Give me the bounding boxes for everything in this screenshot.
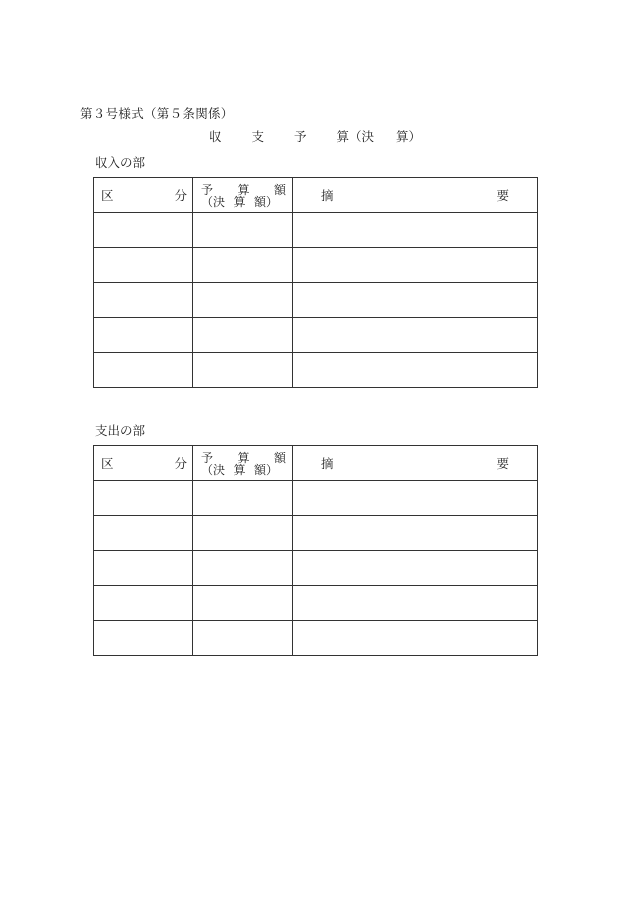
summary-header-char-2: 要: [496, 456, 509, 471]
summary-cell[interactable]: [293, 481, 538, 516]
amount-header-l2-2: 算: [233, 195, 246, 209]
summary-cell[interactable]: [293, 586, 538, 621]
summary-cell[interactable]: [293, 318, 538, 353]
title-char-2: 支: [251, 129, 264, 144]
amount-header-l1-2: 算: [237, 451, 250, 465]
amount-cell[interactable]: [193, 586, 293, 621]
table-row: [94, 586, 538, 621]
table-row: [94, 516, 538, 551]
category-cell[interactable]: [94, 318, 193, 353]
document-title: [0, 127, 630, 145]
amount-cell[interactable]: [193, 248, 293, 283]
amount-header-l1-2: 算: [237, 183, 250, 197]
summary-header-char-1: 摘: [321, 188, 334, 203]
summary-header: [293, 446, 538, 481]
category-header: [94, 446, 193, 481]
amount-header-l1-3: 額: [273, 451, 286, 465]
summary-cell[interactable]: [293, 283, 538, 318]
category-cell[interactable]: [94, 213, 193, 248]
amount-cell[interactable]: [193, 516, 293, 551]
summary-cell[interactable]: [293, 621, 538, 656]
category-cell[interactable]: [94, 481, 193, 516]
summary-cell[interactable]: [293, 353, 538, 388]
amount-header: [193, 446, 293, 481]
form-number: 第３号様式（第５条関係）: [80, 106, 234, 121]
title-char-3: 予: [293, 129, 307, 144]
category-cell[interactable]: [94, 551, 193, 586]
amount-cell[interactable]: [193, 551, 293, 586]
amount-header-l2-1: （決: [201, 463, 226, 477]
amount-header-l1-1: 予: [201, 183, 214, 197]
category-cell[interactable]: [94, 248, 193, 283]
amount-header-l2-3: 額）: [253, 195, 278, 209]
table-row: [94, 283, 538, 318]
summary-header: [293, 178, 538, 213]
category-header: [94, 178, 193, 213]
category-cell[interactable]: [94, 586, 193, 621]
summary-cell[interactable]: [293, 213, 538, 248]
income-table: [93, 177, 538, 388]
expenditure-section-label: 支出の部: [95, 423, 146, 438]
income-section-label: 収入の部: [95, 155, 146, 170]
table-row: [94, 551, 538, 586]
table-row: [94, 353, 538, 388]
amount-cell[interactable]: [193, 621, 293, 656]
amount-header-l2-3: 額）: [253, 463, 278, 477]
summary-cell[interactable]: [293, 551, 538, 586]
title-char-5: 算）: [395, 129, 421, 144]
expenditure-table-header: [94, 446, 538, 481]
income-table-header: [94, 178, 538, 213]
table-row: [94, 621, 538, 656]
amount-header-l1-1: 予: [201, 451, 214, 465]
category-header-char-1: 区: [101, 456, 114, 471]
expenditure-table: [93, 445, 538, 656]
amount-cell[interactable]: [193, 353, 293, 388]
title-char-4: 算（決: [336, 129, 374, 144]
category-cell[interactable]: [94, 621, 193, 656]
amount-header-l2-1: （決: [201, 195, 226, 209]
amount-header-l2-2: 算: [233, 463, 246, 477]
amount-cell[interactable]: [193, 283, 293, 318]
category-cell[interactable]: [94, 516, 193, 551]
amount-cell[interactable]: [193, 318, 293, 353]
category-header-char-2: 分: [174, 188, 187, 203]
table-row: [94, 248, 538, 283]
summary-header-char-2: 要: [496, 188, 509, 203]
table-row: [94, 481, 538, 516]
amount-cell[interactable]: [193, 213, 293, 248]
table-row: [94, 213, 538, 248]
amount-header: [193, 178, 293, 213]
summary-cell[interactable]: [293, 516, 538, 551]
title-char-1: 収: [208, 129, 222, 144]
amount-header-l1-3: 額: [273, 183, 286, 197]
category-header-char-2: 分: [174, 456, 187, 471]
category-cell[interactable]: [94, 283, 193, 318]
summary-header-char-1: 摘: [321, 456, 334, 471]
table-row: [94, 318, 538, 353]
category-header-char-1: 区: [101, 188, 114, 203]
summary-cell[interactable]: [293, 248, 538, 283]
amount-cell[interactable]: [193, 481, 293, 516]
category-cell[interactable]: [94, 353, 193, 388]
